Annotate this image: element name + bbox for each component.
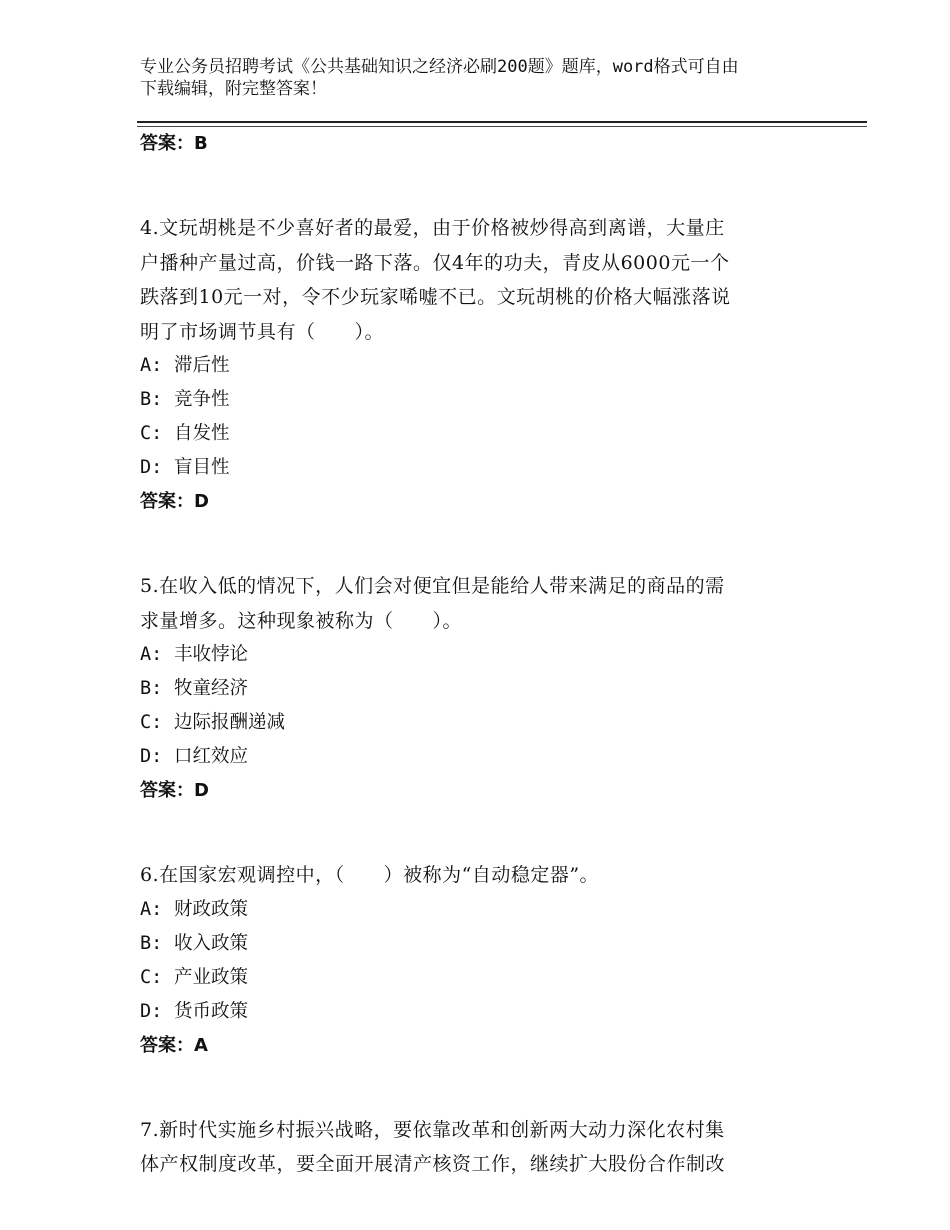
option-text: 丰收悖论	[174, 644, 249, 665]
option-letter: B:	[140, 389, 163, 410]
answer-line: 答案：B	[140, 133, 208, 154]
option-c	[140, 417, 810, 451]
option-text: 货币政策	[174, 1000, 249, 1022]
option-letter: C:	[140, 966, 163, 988]
option-letter: A:	[140, 355, 163, 376]
option-text: 口红效应	[174, 746, 249, 767]
option-text: 滞后性	[174, 355, 230, 376]
option-text: 财政政策	[174, 898, 249, 920]
question-block	[140, 858, 810, 1063]
question-text-line: 5.在收入低的情况下，人们会对便宜但是能给人带来满足的商品的需	[140, 575, 725, 597]
answer-line: 答案：D	[140, 780, 209, 801]
document-header	[140, 56, 810, 100]
question-text-line: 6.在国家宏观调控中，（ ）被称为“自动稳定器”。	[140, 864, 600, 886]
spacer	[140, 161, 810, 211]
question-text-line: 4.文玩胡桃是不少喜好者的最爱，由于价格被炒得高到离谱，大量庄	[140, 217, 725, 239]
option-text: 产业政策	[174, 966, 249, 988]
option-letter: C:	[140, 712, 163, 733]
question-text-line: 体产权制度改革，要全面开展清产核资工作，继续扩大股份合作制改	[140, 1153, 726, 1175]
header-line-1: 专业公务员招聘考试《公共基础知识之经济必刷200题》题库，word格式可自由	[140, 57, 739, 77]
option-text: 牧童经济	[174, 678, 249, 699]
answer-line: 答案：A	[140, 1034, 208, 1056]
option-b	[140, 672, 810, 706]
option-a	[140, 349, 810, 383]
header-rule-thick	[137, 121, 867, 123]
option-letter: B:	[140, 932, 163, 954]
option-letter: D:	[140, 457, 163, 478]
spacer	[140, 808, 810, 858]
document-body	[140, 127, 810, 1182]
question-block	[140, 211, 810, 519]
option-d	[140, 995, 810, 1029]
option-letter: C:	[140, 423, 163, 444]
option-letter: D:	[140, 746, 163, 767]
question-text-line: 7.新时代实施乡村振兴战略，要依靠改革和创新两大动力深化农村集	[140, 1118, 725, 1141]
option-text: 竞争性	[174, 389, 230, 410]
option-letter: D:	[140, 1000, 163, 1022]
option-letter: B:	[140, 678, 163, 699]
option-text: 边际报酬递减	[174, 712, 286, 733]
option-a	[140, 638, 810, 672]
option-c	[140, 706, 810, 740]
question-block	[140, 569, 810, 808]
question-text-line: 户播种产量过高，价钱一路下落。仅4年的功夫，青皮从6000元一个	[140, 251, 730, 274]
option-text: 收入政策	[174, 932, 249, 954]
question-text-line: 跌落到10元一对，令不少玩家唏嘘不已。文玩胡桃的价格大幅涨落说	[140, 286, 731, 308]
option-a	[140, 893, 810, 927]
header-line-2: 下载编辑，附完整答案！	[140, 79, 327, 99]
option-text: 盲目性	[174, 457, 230, 478]
option-text: 自发性	[174, 423, 230, 444]
option-letter: A:	[140, 644, 163, 665]
question-text-line: 求量增多。这种现象被称为（ ）。	[140, 609, 463, 632]
option-letter: A:	[140, 898, 163, 920]
option-b	[140, 927, 810, 961]
spacer	[140, 1063, 810, 1113]
option-d	[140, 740, 810, 774]
answer-line: 答案：D	[140, 491, 209, 512]
question-text-line: 明了市场调节具有（ ）。	[140, 320, 385, 343]
option-b	[140, 383, 810, 417]
question-block	[140, 1113, 810, 1182]
spacer	[140, 519, 810, 569]
option-d	[140, 451, 810, 485]
option-c	[140, 961, 810, 995]
